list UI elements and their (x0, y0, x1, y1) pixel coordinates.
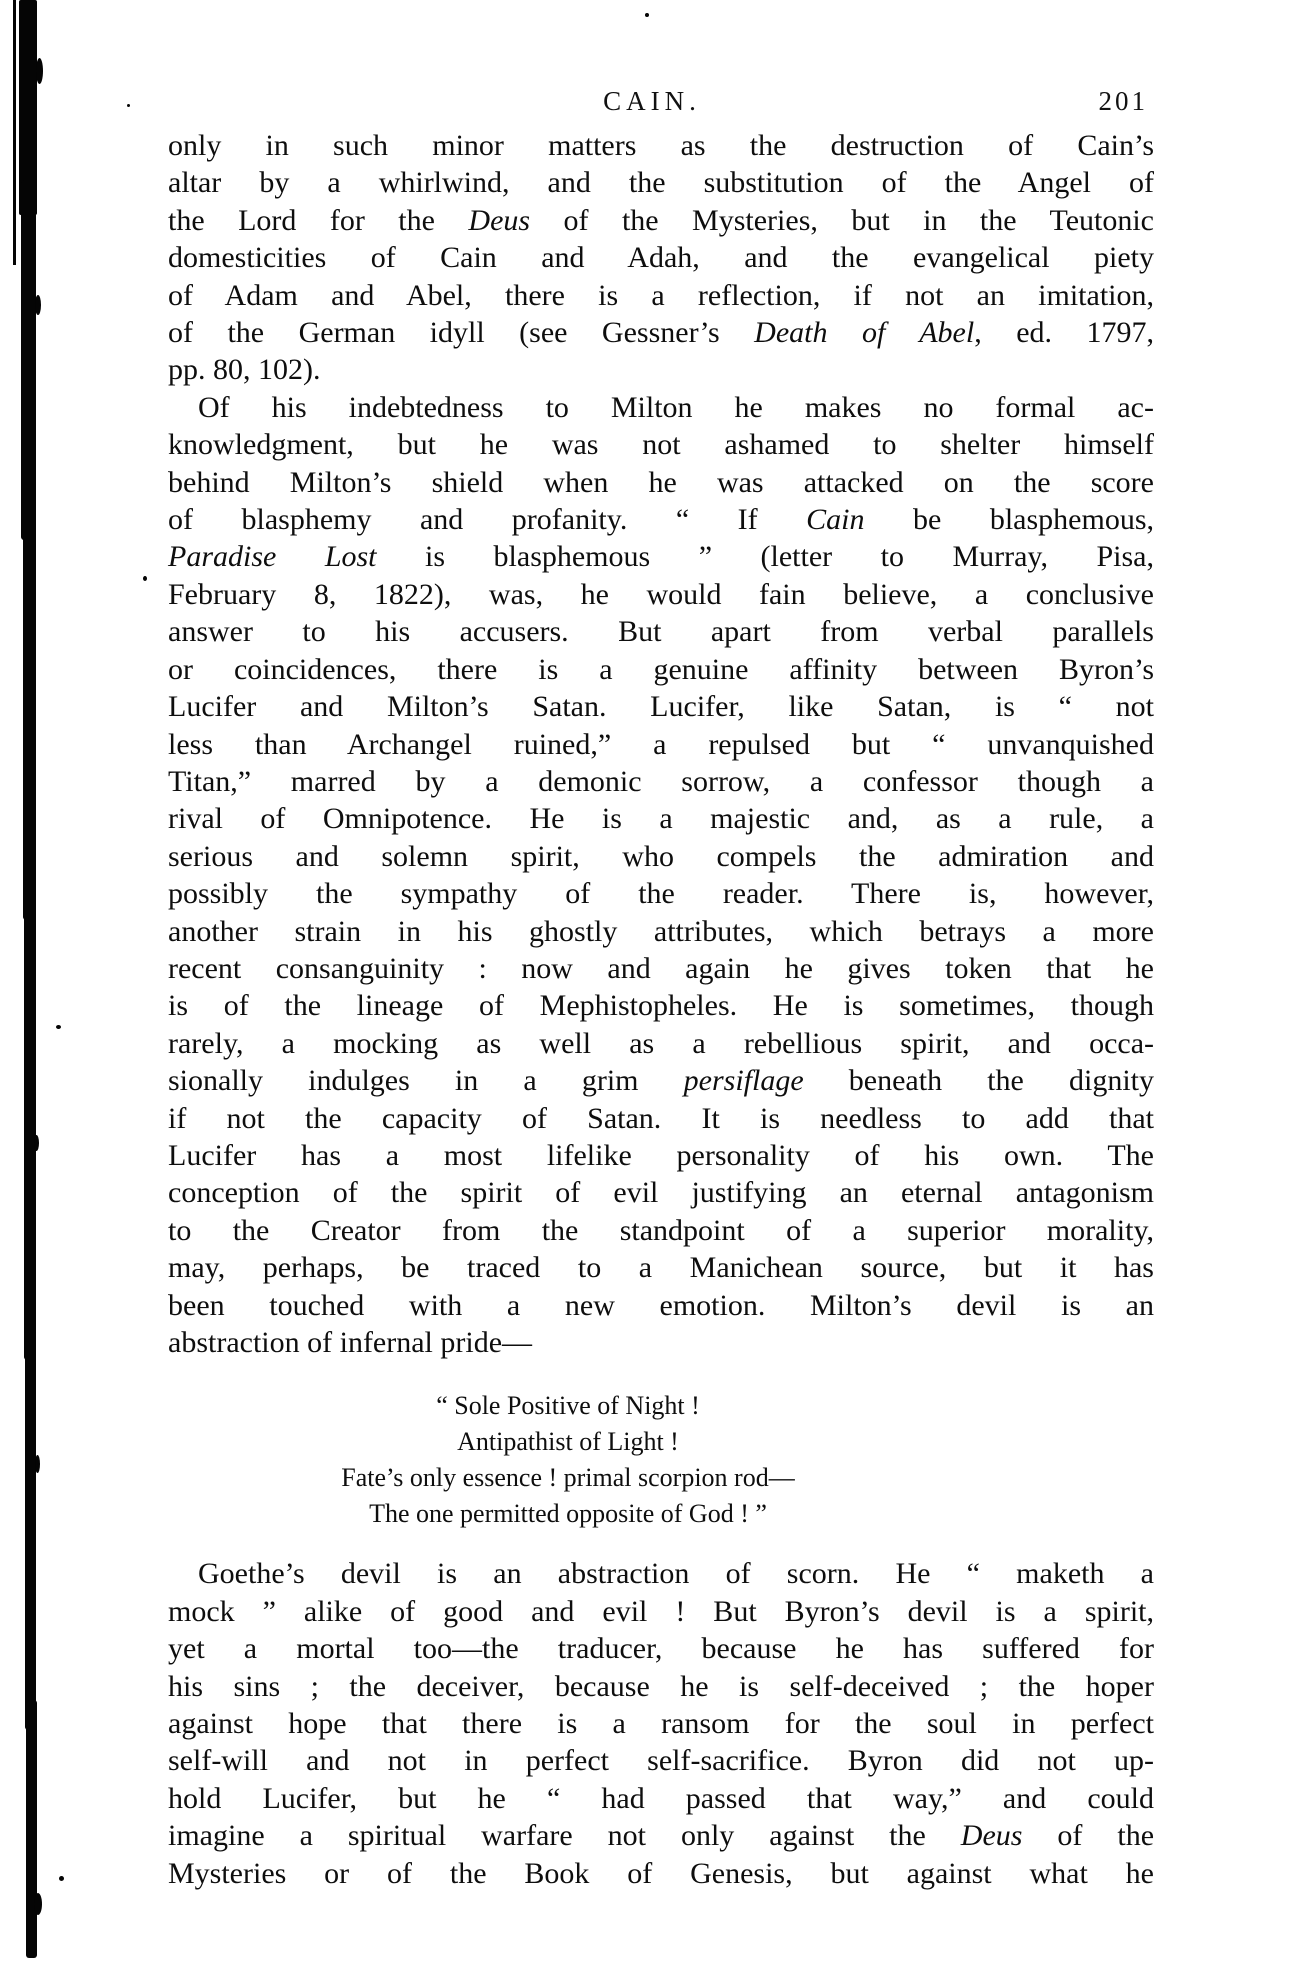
text-line: Lucifer has a most lifelike personality of his own. The (168, 1138, 1154, 1172)
text-line: if not the capacity of Satan. It is needless to add that (168, 1101, 1154, 1135)
text-line: altar by a whirlwind, and the substitution of the Angel of (168, 166, 1154, 200)
text-line: knowledgment, but he was not ashamed to shelter himself (168, 428, 1154, 462)
text-line: domesticities of Cain and Adah, and the evangelical piety (168, 241, 1154, 275)
text-line: been touched with a new emotion. Milton’s devil is an (168, 1288, 1154, 1322)
text-line: Antipathist of Light ! (457, 1427, 679, 1457)
scan-artifact (645, 13, 649, 17)
text-line: his sins ; the deceiver, because he is self-deceived ; the hoper (168, 1669, 1154, 1703)
text-line: recent consanguinity : now and again he gives token that he (168, 951, 1154, 985)
scan-artifact (35, 295, 41, 315)
page-body (168, 127, 1154, 1892)
paragraph-block (168, 127, 1154, 389)
text-line: less than Archangel ruined,” a repulsed but “ unvanquished (168, 727, 1154, 761)
text-line: Titan,” marred by a demonic sorrow, a confessor though a (168, 764, 1154, 798)
text-line: mock ” alike of good and evil ! But Byron’s devil is a spirit, (168, 1594, 1154, 1628)
text-line: pp. 80, 102). (168, 353, 321, 387)
text-line: or coincidences, there is a genuine affinity between Byron’s (168, 652, 1154, 686)
scan-artifact (36, 58, 43, 84)
text-line: answer to his accusers. But apart from verbal parallels (168, 615, 1154, 649)
text-line: self-will and not in perfect self-sacrifice. Byron did not up- (168, 1744, 1154, 1778)
text-line: to the Creator from the standpoint of a superior morality, (168, 1213, 1154, 1247)
text-line: the Lord for the Deus of the Mysteries, but in the Teutonic (168, 203, 1154, 237)
text-line: Fate’s only essence ! primal scorpion rod— (341, 1463, 795, 1493)
text-line: yet a mortal too—the traducer, because he has suffered for (168, 1632, 1154, 1666)
scan-artifact (35, 1455, 40, 1473)
verse-block (168, 1388, 968, 1532)
scan-artifact (59, 1876, 64, 1881)
text-line: serious and solemn spirit, who compels the admiration and (168, 839, 1154, 873)
binding-streak (23, 500, 36, 920)
text-line: Lucifer and Milton’s Satan. Lucifer, like Satan, is “ not (168, 690, 1154, 724)
text-line: may, perhaps, be traced to a Manichean source, but it has (168, 1251, 1154, 1285)
text-line: of blasphemy and profanity. “ If Cain be blasphemous, (168, 503, 1154, 537)
scan-artifact (34, 1893, 42, 1915)
text-line: imagine a spiritual warfare not only against the Deus of the (168, 1819, 1155, 1853)
text-line: Paradise Lost is blasphemous ” (letter to Murray, Pisa, (168, 540, 1154, 574)
text-line: behind Milton’s shield when he was attacked on the score (168, 465, 1154, 499)
text-line: is of the lineage of Mephistopheles. He is sometimes, though (168, 989, 1154, 1023)
paragraph-block (168, 389, 1154, 1362)
binding-streak (25, 1330, 36, 1730)
text-line: hold Lucifer, but he “ had passed that way,” and could (168, 1781, 1154, 1815)
paragraph-block (168, 1555, 1154, 1892)
text-line: The one permitted opposite of God ! ” (369, 1499, 767, 1529)
binding-streak (26, 1700, 37, 1958)
scan-artifact (127, 104, 130, 107)
text-line: February 8, 1822), was, he would fain believe, a conclusive (168, 577, 1154, 611)
text-line: sionally indulges in a grim persiflage beneath the dignity (168, 1064, 1155, 1098)
scan-artifact (34, 1135, 39, 1151)
binding-streak (24, 880, 36, 1360)
running-header-title: CAIN. (603, 86, 701, 116)
binding-streak (13, 0, 16, 265)
binding-streak (21, 180, 36, 540)
text-line: Goethe’s devil is an abstraction of scorn. He “ maketh a (198, 1557, 1154, 1591)
text-line: Of his indebtedness to Milton he makes no formal ac- (198, 390, 1154, 424)
text-line: another strain in his ghostly attributes, which betrays a more (168, 914, 1154, 948)
text-line: abstraction of infernal pride— (168, 1326, 533, 1359)
text-line: conception of the spirit of evil justifying an eternal antagonism (168, 1176, 1154, 1210)
text-line: rival of Omnipotence. He is a majestic and, as a rule, a (168, 802, 1154, 836)
scan-artifact (56, 1025, 61, 1029)
text-line: “ Sole Positive of Night ! (436, 1391, 700, 1421)
text-line: possibly the sympathy of the reader. There is, however, (168, 877, 1154, 911)
text-line: of Adam and Abel, there is a reflection, if not an imitation, (168, 278, 1154, 312)
text-line: rarely, a mocking as well as a rebellious spirit, and occa- (168, 1026, 1154, 1060)
text-line: of the German idyll (see Gessner’s Death of Abel, ed. 1797, (168, 316, 1154, 350)
text-line: Mysteries or of the Book of Genesis, but against what he (168, 1856, 1154, 1890)
page-number: 201 (1098, 86, 1148, 116)
text-line: only in such minor matters as the destruction of Cain’s (168, 129, 1154, 162)
scan-artifact (143, 576, 147, 581)
text-line: against hope that there is a ransom for the soul in perfect (168, 1707, 1154, 1741)
